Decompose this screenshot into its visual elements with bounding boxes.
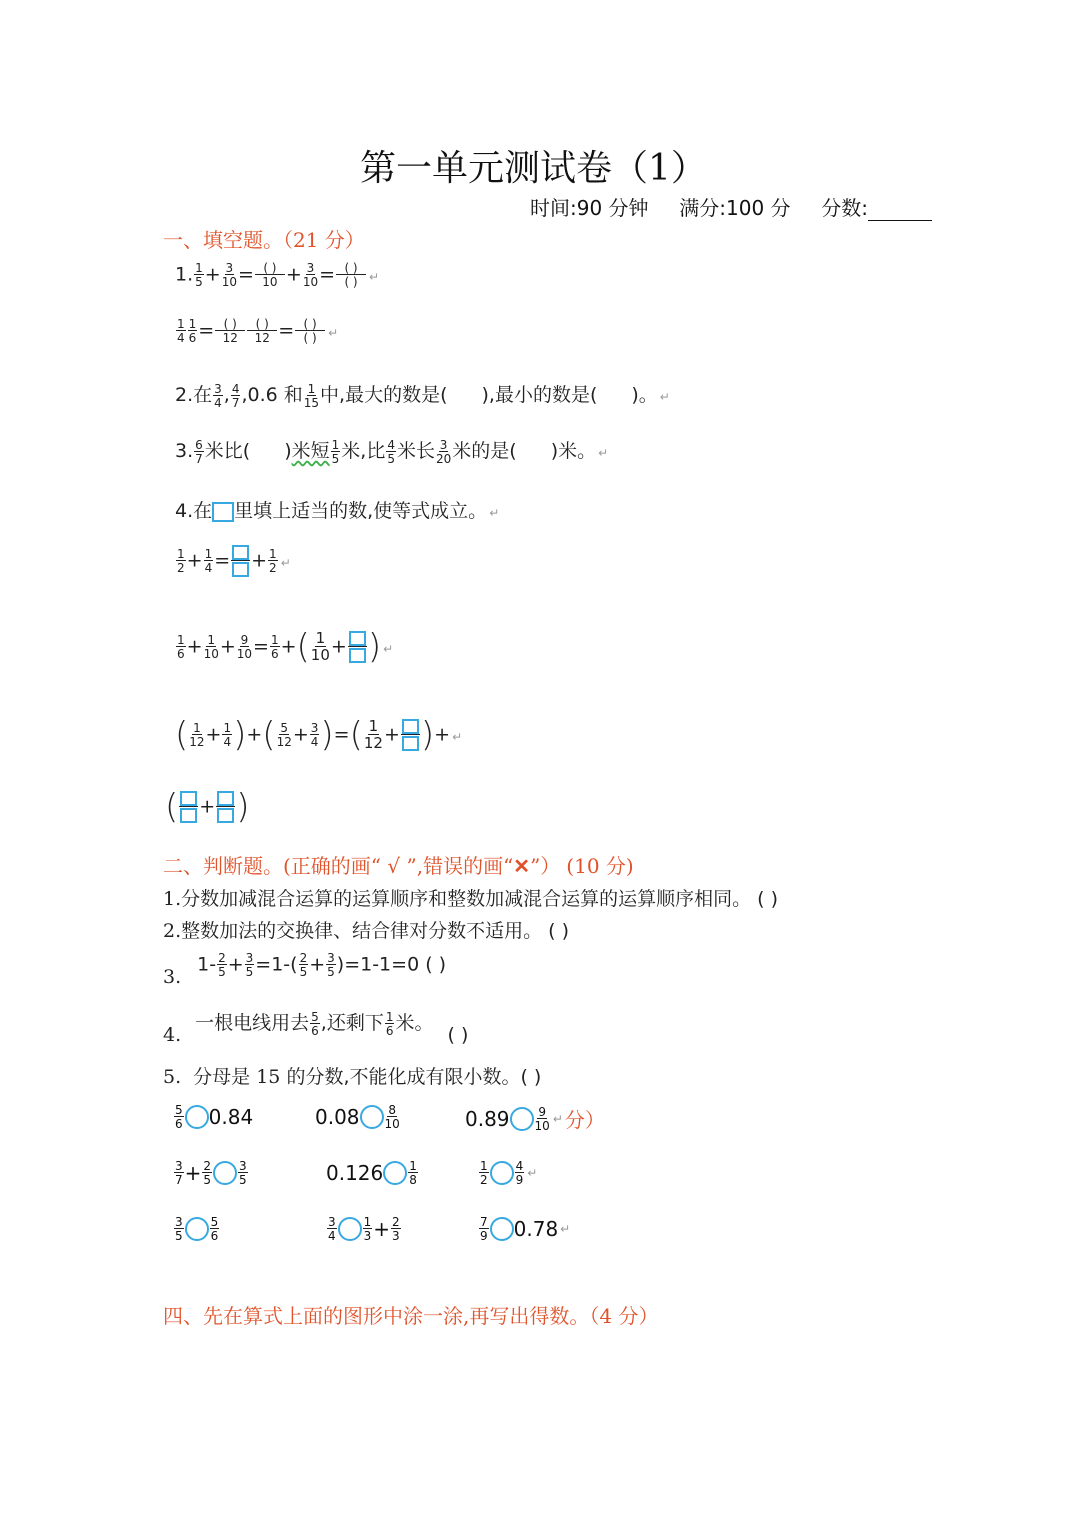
q3: 3. $\frac{6}{7}$ 米比( )米短 $\frac{1}{5}$ 米,比 $\frac{4}{5}$ 米长 $\frac{3}{20}$ 米的是( )米。 ↵ (175, 437, 609, 466)
box-fraction[interactable] (348, 631, 367, 663)
fraction: $\frac{1}{5}$ (195, 261, 203, 289)
fraction: $\frac{4}{9}$ (515, 1159, 524, 1187)
compare-item: $\frac{7}{9}$ 0.78 ↵ (480, 1215, 571, 1243)
fraction: $\frac{1}{2}$ (177, 547, 185, 575)
answer-box[interactable] (180, 791, 197, 806)
fraction: $\frac{5}{6}$ (175, 1103, 183, 1131)
fraction: $\frac{3}{7}$ (175, 1159, 183, 1187)
fraction: $\frac{1}{6}$ (177, 633, 185, 661)
compare-item: 0.89 $\frac{9}{10}$ ↵ 分） (465, 1104, 605, 1133)
fraction: $\frac{5}{12}$ (276, 721, 292, 749)
fraction: $\frac{1}{10}$ (203, 633, 219, 661)
fraction: $\frac{3}{20}$ (435, 437, 452, 466)
time-limit: 时间:90 分钟 (530, 196, 649, 220)
fraction-blank[interactable]: $\frac{( )}{12}$ (215, 318, 245, 344)
exam-meta (530, 192, 932, 221)
box-fraction[interactable] (216, 791, 235, 823)
fraction: $\frac{1}{4}$ (223, 721, 232, 749)
fraction: $\frac{1}{6}$ (385, 1009, 394, 1038)
answer-box[interactable] (349, 631, 366, 646)
judge-item-2: 2.整数加法的交换律、结合律对分数不适用。 ( ) (163, 920, 570, 942)
fraction: $\frac{9}{10}$ (236, 633, 253, 661)
fraction: $\frac{1}{5}$ (331, 437, 340, 466)
answer-box[interactable] (232, 545, 249, 560)
fraction: $\frac{3}{10}$ (302, 261, 319, 289)
fraction: $\frac{1}{2}$ (269, 547, 277, 575)
fraction: $\frac{1}{15}$ (303, 381, 320, 410)
fraction: $\frac{3}{4}$ (328, 1215, 336, 1243)
cross-mark: ✕ (513, 854, 531, 878)
fraction: $\frac{3}{5}$ (327, 951, 335, 979)
fraction: $\frac{1}{2}$ (480, 1159, 488, 1187)
compare-item: 0.08 $\frac{8}{10}$ (315, 1103, 400, 1131)
compare-item: $\frac{3}{7}$ + $\frac{2}{5}$ $\frac{3}{5}$ (175, 1159, 247, 1187)
compare-circle[interactable] (185, 1217, 209, 1241)
answer-box[interactable] (402, 736, 419, 751)
q4-instruction: 4.在 里填上适当的数,使等式成立。 ↵ (175, 500, 500, 522)
compare-circle[interactable] (510, 1107, 534, 1131)
fraction: $\frac{8}{10}$ (384, 1103, 400, 1131)
fraction: $\frac{2}{5}$ (299, 951, 308, 979)
fraction: $\frac{1}{6}$ (188, 317, 197, 345)
fraction: $\frac{3}{5}$ (245, 951, 254, 979)
fraction: $\frac{4}{5}$ (387, 437, 395, 466)
q4-equation-3: ( $\frac{1}{12}$ + $\frac{1}{4}$ )+( $\frac{5}{12}$ + $\frac{3}{4}$ )=( $\frac{1}{12}$ + )+ ↵ (175, 715, 463, 755)
fraction: $\frac{1}{8}$ (409, 1159, 417, 1187)
judge-item-1: 1.分数加减混合运算的运算顺序和整数加减混合运算的运算顺序相同。 ( ) (163, 888, 779, 910)
fraction: $\frac{3}{4}$ (310, 721, 319, 749)
q4-equation-1: $\frac{1}{2}$ + $\frac{1}{4}$ = + $\frac{1}{2}$ ↵ (177, 547, 291, 575)
compare-item: 0.126 $\frac{1}{8}$ (326, 1159, 417, 1187)
section1-heading: 一、填空题。（21 分） (163, 228, 365, 252)
compare-item: $\frac{5}{6}$ 0.84 (175, 1103, 254, 1131)
compare-circle[interactable] (490, 1217, 514, 1241)
q1-row1: 1. $\frac{1}{5}$ + $\frac{3}{10}$ = $\frac{( )}{10}$ + $\frac{3}{10}$ = $\frac{( )}{( )}$ ↵ (175, 261, 380, 289)
q4-equation-3-continued: ( + ) (165, 787, 250, 827)
judge-item-3: 3.1- $\frac{2}{5}$ + $\frac{3}{5}$ =1-( $\frac{2}{5}$ + $\frac{3}{5}$ )=1-1=0 ( ) (163, 951, 447, 988)
compare-circle[interactable] (338, 1217, 362, 1241)
fraction: $\frac{2}{5}$ (218, 951, 226, 979)
answer-box[interactable] (217, 791, 234, 806)
box-fraction[interactable] (231, 545, 250, 577)
fraction: $\frac{3}{4}$ (214, 381, 222, 410)
fraction: $\frac{1}{4}$ (204, 547, 213, 575)
fraction: $\frac{2}{3}$ (392, 1215, 400, 1243)
answer-box[interactable] (180, 808, 197, 823)
fraction: $\frac{1}{10}$ (310, 629, 330, 664)
full-score: 满分:100 分 (679, 196, 791, 220)
fraction: $\frac{4}{7}$ (231, 381, 240, 410)
compare-circle[interactable] (360, 1105, 384, 1129)
compare-item (173, 1216, 220, 1242)
box-fraction[interactable] (179, 791, 198, 823)
section4-heading: 四、先在算式上面的图形中涂一涂,再写出得数。（4 分） (163, 1304, 659, 1328)
fraction: $\frac{3}{10}$ (221, 261, 237, 289)
q1-row2: $\frac{1}{4}$ $\frac{1}{6}$ = $\frac{( )}{12}$ $\frac{( )}{12}$ = $\frac{( )}{( )}$ ↵ (177, 317, 339, 345)
return-mark: ↵ (369, 269, 380, 284)
box-fraction[interactable] (401, 719, 420, 751)
fraction-blank[interactable]: $\frac{( )}{10}$ (255, 262, 285, 288)
fraction: $\frac{6}{7}$ (195, 437, 203, 466)
answer-box[interactable] (232, 562, 249, 577)
compare-circle[interactable] (185, 1105, 209, 1129)
fraction: $\frac{9}{10}$ (534, 1104, 550, 1133)
score-label: 分数: (821, 196, 869, 220)
section3-heading-tail: 分） (564, 1108, 605, 1132)
answer-box[interactable] (402, 719, 419, 734)
fraction: $\frac{1}{3}$ (363, 1215, 372, 1243)
compare-circle[interactable] (490, 1161, 514, 1185)
fraction: $\frac{3}{5}$ (175, 1215, 183, 1243)
q2: 2.在 $\frac{3}{4}$ , $\frac{4}{7}$ ,0.6 和 $\frac{1}{15}$ 中,最大的数是( ),最小的数是( )。 ↵ (175, 381, 670, 410)
compare-item: $\frac{3}{4}$ $\frac{1}{3}$ + $\frac{2}{3}$ (328, 1215, 400, 1243)
fraction: $\frac{1}{12}$ (363, 717, 383, 752)
fraction: $\frac{7}{9}$ (480, 1215, 488, 1243)
fraction: $\frac{5}{6}$ (311, 1009, 319, 1038)
page-title: 第一单元测试卷（1） (360, 148, 707, 189)
fraction-blank[interactable]: $\frac{( )}{( )}$ (336, 262, 366, 288)
answer-box[interactable] (217, 808, 234, 823)
fraction: $\frac{1}{6}$ (270, 633, 279, 661)
compare-item: $\frac{1}{2}$ $\frac{4}{9}$ ↵ (480, 1159, 538, 1187)
answer-box[interactable] (212, 502, 234, 522)
return-mark: ↵ (328, 325, 339, 340)
judge-item-5: 5. 分母是 15 的分数,不能化成有限小数。( ) (163, 1066, 542, 1088)
section2-heading: 二、判断题。(正确的画“ √ ”,错误的画“✕”） (10 分) (163, 854, 634, 878)
fraction-blank[interactable]: $\frac{( )}{12}$ (247, 318, 277, 344)
score-field[interactable] (868, 202, 932, 221)
fraction-blank[interactable]: $\frac{( )}{( )}$ (295, 318, 325, 344)
compare-circle[interactable] (213, 1161, 237, 1185)
compare-circle[interactable] (383, 1161, 407, 1185)
q4-equation-2: $\frac{1}{6}$ + $\frac{1}{10}$ + $\frac{9}{10}$ = $\frac{1}{6}$ +( $\frac{1}{10}$ + ) ↵ (177, 627, 394, 667)
fraction: $\frac{1}{12}$ (189, 721, 205, 749)
answer-box[interactable] (349, 648, 366, 663)
fraction: $\frac{2}{5}$ (203, 1159, 212, 1187)
judge-item-4: 4.一根电线用去 $\frac{5}{6}$ ,还剩下 $\frac{1}{6}$ 米。( ) (163, 1009, 469, 1046)
fraction: $\frac{1}{4}$ (177, 317, 185, 345)
fraction: $\frac{5}{6}$ (210, 1215, 219, 1243)
fraction: $\frac{3}{5}$ (239, 1159, 247, 1187)
